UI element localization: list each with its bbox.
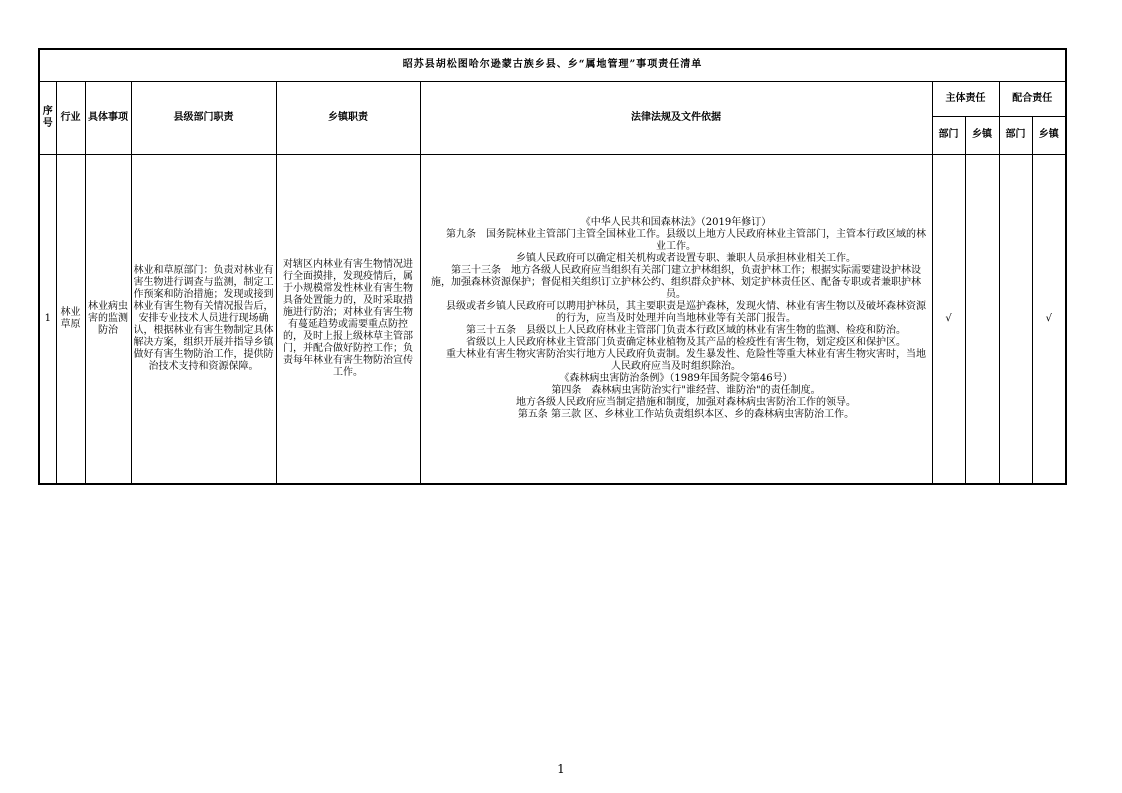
header-seq: 序号 — [39, 81, 56, 154]
law-paragraph: 第三十三条 地方各级人民政府应当组织有关部门建立护林组织，负责护林工作；根据实际需要建设护林设施，加强森林资源保护；督促相关组织订立护林公约、组织群众护林、划定护林责任区、配备专职或者兼职护林员。 — [431, 264, 921, 300]
header-coop-dept: 部门 — [999, 116, 1032, 154]
row-town-duty: 对辖区内林业有害生物情况进行全面摸排，发现疫情后，属于小规模常发性林业有害生物具备处置能力的，及时采取措施进行防治；对林业有害生物有蔓延趋势或需要重点防控的，及时上报上级林草主管部门，并配合做好防控工作；负责每年林业有害生物防治宣传工作。 — [276, 154, 420, 484]
responsibility-table — [38, 48, 1067, 485]
row-coop-town-check: √ — [1032, 154, 1066, 484]
law-paragraph: 乡镇人民政府可以确定相关机构或者设置专职、兼职人员承担林业相关工作。 — [516, 252, 856, 264]
row-seq: 1 — [39, 154, 56, 484]
header-town-duty: 乡镇职责 — [276, 81, 420, 154]
row-industry: 林业草原 — [56, 154, 85, 484]
table-row — [39, 154, 1066, 484]
law-paragraph: 重大林业有害生物灾害防治实行地方人民政府负责制。发生暴发性、危险性等重大林业有害生物灾害时，当地人民政府应当及时组织除治。 — [446, 348, 926, 372]
row-law-basis — [420, 154, 932, 484]
header-item: 具体事项 — [85, 81, 131, 154]
header-main-dept: 部门 — [932, 116, 965, 154]
law-paragraph: 第四条 森林病虫害防治实行"谁经营、谁防治"的责任制度。 — [551, 384, 821, 396]
law-paragraph: 《中华人民共和国森林法》（2019年修订） — [580, 216, 772, 228]
row-main-town-check — [965, 154, 999, 484]
law-paragraph: 第五条 第三款 区、乡林业工作站负责组织本区、乡的森林病虫害防治工作。 — [517, 408, 855, 420]
header-main-town: 乡镇 — [965, 116, 999, 154]
header-industry: 行业 — [56, 81, 85, 154]
page-number: 1 — [557, 762, 565, 776]
law-paragraph: 省级以上人民政府林业主管部门负责确定林业植物及其产品的检疫性有害生物，划定疫区和保护区。 — [466, 336, 906, 348]
header-coop-town: 乡镇 — [1032, 116, 1066, 154]
law-paragraph: 《森林病虫害防治条例》（1989年国务院令第46号） — [559, 372, 793, 384]
row-item: 林业病虫害的监测防治 — [85, 154, 131, 484]
law-paragraph: 第三十五条 县级以上人民政府林业主管部门负责本行政区域的林业有害生物的监测、检疫和防治。 — [466, 324, 906, 336]
law-paragraph: 第九条 国务院林业主管部门主管全国林业工作。县级以上地方人民政府林业主管部门，主管本行政区域的林业工作。 — [446, 228, 926, 252]
header-coop-responsibility: 配合责任 — [999, 81, 1066, 116]
header-law-basis: 法律法规及文件依据 — [420, 81, 932, 154]
table-title: 昭苏县胡松图哈尔逊蒙古族乡县、乡“属地管理”事项责任清单 — [39, 49, 1066, 81]
law-paragraph: 地方各级人民政府应当制定措施和制度，加强对森林病虫害防治工作的领导。 — [516, 396, 856, 408]
header-main-responsibility: 主体责任 — [932, 81, 999, 116]
row-county-duty: 林业和草原部门：负责对林业有害生物进行调查与监测，制定工作预案和防治措施；发现或接到林业有害生物有关情况报告后，安排专业技术人员进行现场确认，根据林业有害生物制定具体解决方案，组织开展并指导乡镇做好有害生物防治工作，提供防治技术支持和资源保障。 — [131, 154, 276, 484]
law-paragraph: 县级或者乡镇人民政府可以聘用护林员，其主要职责是巡护森林，发现火情、林业有害生物以及破坏森林资源的行为，应当及时处理并向当地林业等有关部门报告。 — [446, 300, 926, 324]
law-text — [423, 217, 930, 421]
row-coop-dept-check — [999, 154, 1032, 484]
row-main-dept-check: √ — [932, 154, 965, 484]
header-county-duty: 县级部门职责 — [131, 81, 276, 154]
